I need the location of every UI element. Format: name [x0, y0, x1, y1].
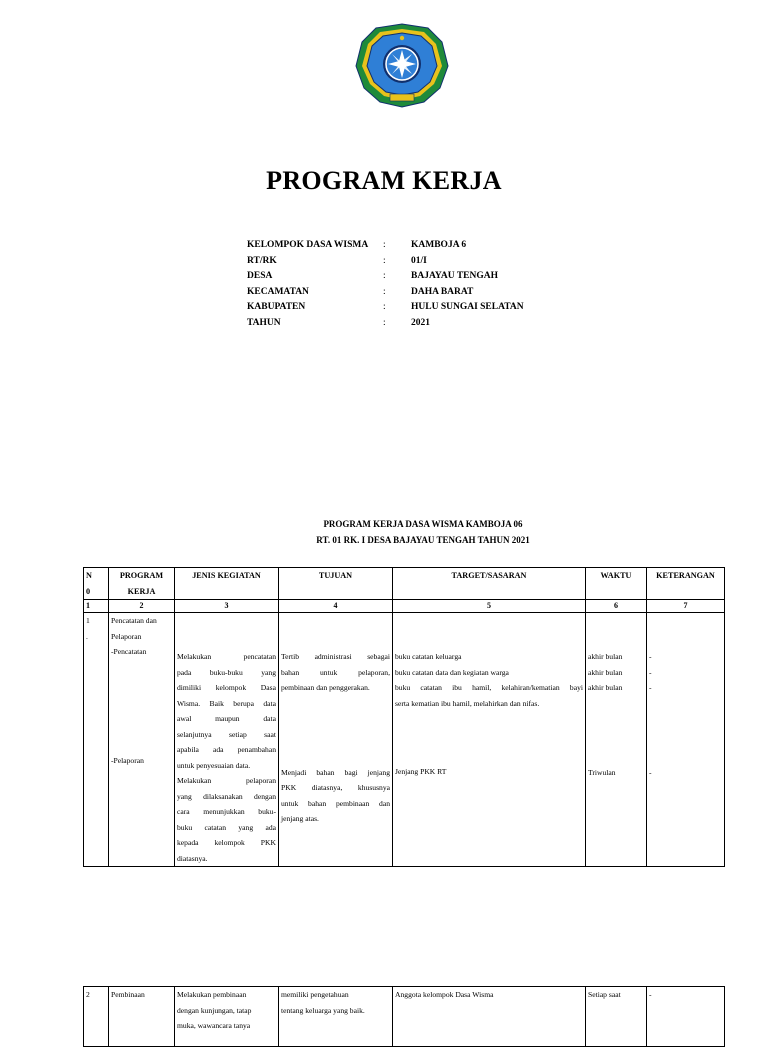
col-number: 3 [175, 600, 279, 613]
table-title-line1: PROGRAM KERJA DASA WISMA KAMBOJA 06 [323, 519, 523, 529]
col-number: 2 [109, 600, 175, 613]
info-colon: : [383, 255, 386, 266]
header-tujuan: TUJUAN [279, 568, 393, 600]
row-target: Anggota kelompok Dasa Wisma [393, 987, 586, 1047]
info-row [247, 287, 547, 303]
column-number-row [84, 600, 725, 613]
row-keterangan: - - - - [647, 613, 725, 867]
info-colon: : [383, 240, 386, 250]
program-table-continued [83, 986, 725, 1047]
info-value: DAHA BARAT [411, 286, 474, 297]
info-value: BAJAYAU TENGAH [411, 271, 499, 281]
row-jenis-kegiatan: Melakukan pembinaan dengan kunjungan, tatap muka, wawancara tanya [175, 987, 279, 1047]
row-no: 1 . [84, 613, 109, 867]
row-keterangan: - [647, 987, 725, 1047]
emblem-top-star [400, 36, 404, 40]
info-label: KABUPATEN [247, 302, 306, 312]
info-label: KECAMATAN [247, 286, 309, 297]
info-label: RT/RK [247, 255, 277, 266]
table-row [84, 987, 725, 1047]
row-target: buku catatan keluarga buku catatan data dan kegiatan warga buku catatan ibu hamil, kelahiran/kematian bayi serta kematian ibu hamil, melahirkan dan nifas. Jenjang PKK RT [393, 613, 586, 867]
program-table [83, 567, 725, 867]
header-keterangan: KETERANGAN [647, 568, 725, 600]
info-colon: : [383, 271, 386, 281]
page-title: PROGRAM KERJA [266, 166, 502, 195]
info-colon: : [383, 317, 386, 328]
info-row [247, 302, 547, 318]
row-waktu: akhir bulan akhir bulan akhir bulan Triwulan [586, 613, 647, 867]
info-label: KELOMPOK DASA WISMA [247, 240, 369, 250]
table-row [84, 613, 725, 867]
info-row [247, 271, 547, 287]
info-block [247, 240, 547, 333]
col-number: 5 [393, 600, 586, 613]
row-tujuan: memiliki pengetahuan tentang keluarga yang baik. [279, 987, 393, 1047]
info-label: DESA [247, 271, 273, 281]
row-jenis-kegiatan: Melakukan pencatatan pada buku-buku yang dimiliki kelompok Dasa Wisma. Baik berupa data awal maupun data selanjutnya setiap saat apabila ada penambahan untuk penyesuaian data. Melakukan pelaporan yang dilaksanakan dengan cara menunjukkan buku- buku catatan yang ada kepada kelompok PKK diatasnya. [175, 613, 279, 867]
emblem-star-icon [388, 50, 416, 78]
row-no: 2 [84, 987, 109, 1047]
row-program: Pembinaan [109, 987, 175, 1047]
info-row [247, 240, 547, 256]
header-waktu: WAKTU [586, 568, 647, 600]
col-number: 6 [586, 600, 647, 613]
info-value: 01/I [411, 255, 427, 266]
table-header-row [84, 568, 725, 600]
row-waktu: Setiap saat [586, 987, 647, 1047]
col-number: 1 [84, 600, 109, 613]
header-jenis-kegiatan: JENIS KEGIATAN [175, 568, 279, 600]
info-row [247, 318, 547, 334]
regency-emblem-logo [354, 22, 450, 108]
row-program: Pencatatan dan Pelaporan -Pencatatan -Pelaporan [109, 613, 175, 867]
emblem-ribbon [390, 94, 414, 101]
table-title-line2: RT. 01 RK. I DESA BAJAYAU TENGAH TAHUN 2021 [316, 535, 530, 545]
info-row [247, 256, 547, 272]
header-no: N 0 [84, 568, 109, 600]
info-value: HULU SUNGAI SELATAN [411, 302, 524, 312]
info-label: TAHUN [247, 317, 281, 328]
col-number: 7 [647, 600, 725, 613]
info-colon: : [383, 302, 386, 312]
info-colon: : [383, 286, 386, 297]
row-tujuan: Tertib administrasi sebagai bahan untuk pelaporan, pembinaan dan penggerakan. Menjadi bahan bagi jenjang PKK diatasnya, khususnya untuk bahan pembinaan dan jenjang atas. [279, 613, 393, 867]
header-program: PROGRAM KERJA [109, 568, 175, 600]
info-value: 2021 [411, 317, 430, 328]
info-value: KAMBOJA 6 [411, 240, 467, 250]
header-target: TARGET/SASARAN [393, 568, 586, 600]
col-number: 4 [279, 600, 393, 613]
